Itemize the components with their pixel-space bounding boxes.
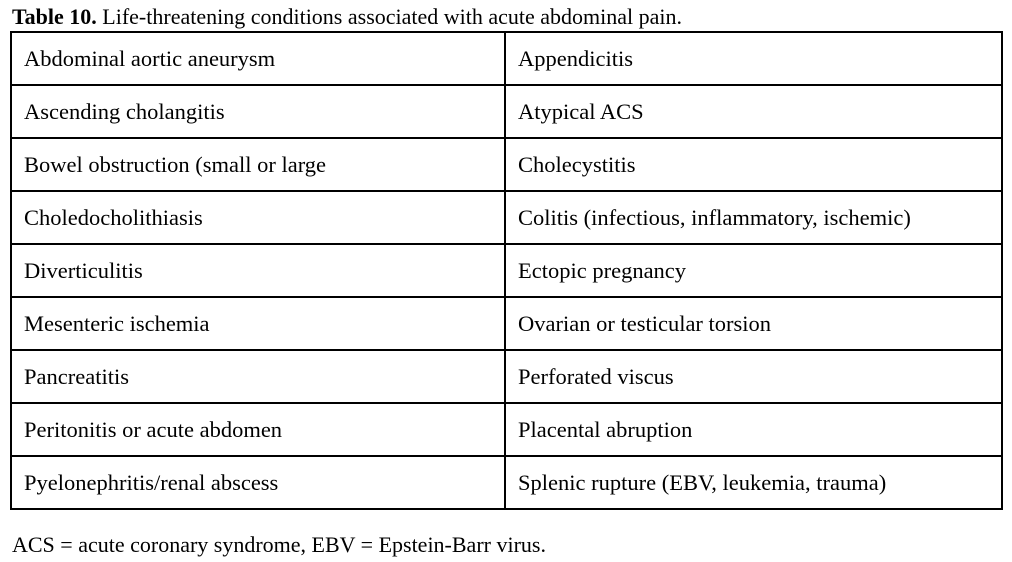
table-cell: Perforated viscus [505, 350, 1002, 403]
table-cell: Appendicitis [505, 32, 1002, 85]
table-cell: Colitis (infectious, inflammatory, ischemic) [505, 191, 1002, 244]
table-footnote: ACS = acute coronary syndrome, EBV = Epstein-Barr virus. [12, 532, 546, 557]
table-row [11, 138, 1002, 191]
table-row [11, 297, 1002, 350]
table-cell: Abdominal aortic aneurysm [11, 32, 505, 85]
table-cell: Pancreatitis [11, 350, 505, 403]
conditions-table [10, 31, 1003, 510]
table-cell: Pyelonephritis/renal abscess [11, 456, 505, 509]
table-cell: Ectopic pregnancy [505, 244, 1002, 297]
table-cell: Peritonitis or acute abdomen [11, 403, 505, 456]
table-cell: Atypical ACS [505, 85, 1002, 138]
table-row [11, 85, 1002, 138]
table-cell: Choledocholithiasis [11, 191, 505, 244]
table-cell: Diverticulitis [11, 244, 505, 297]
table-cell: Placental abruption [505, 403, 1002, 456]
table-caption-text: Life-threatening conditions associated with acute abdominal pain. [96, 4, 683, 29]
table-cell: Mesenteric ischemia [11, 297, 505, 350]
table-cell: Bowel obstruction (small or large [11, 138, 505, 191]
table-cell: Splenic rupture (EBV, leukemia, trauma) [505, 456, 1002, 509]
table-row [11, 244, 1002, 297]
table-row [11, 403, 1002, 456]
table-caption [12, 4, 682, 30]
table-cell: Cholecystitis [505, 138, 1002, 191]
table-row [11, 350, 1002, 403]
table-cell: Ascending cholangitis [11, 85, 505, 138]
table-cell: Ovarian or testicular torsion [505, 297, 1002, 350]
table-row [11, 456, 1002, 509]
table-row [11, 191, 1002, 244]
table-row [11, 32, 1002, 85]
table-caption-label: Table 10. [12, 4, 97, 29]
